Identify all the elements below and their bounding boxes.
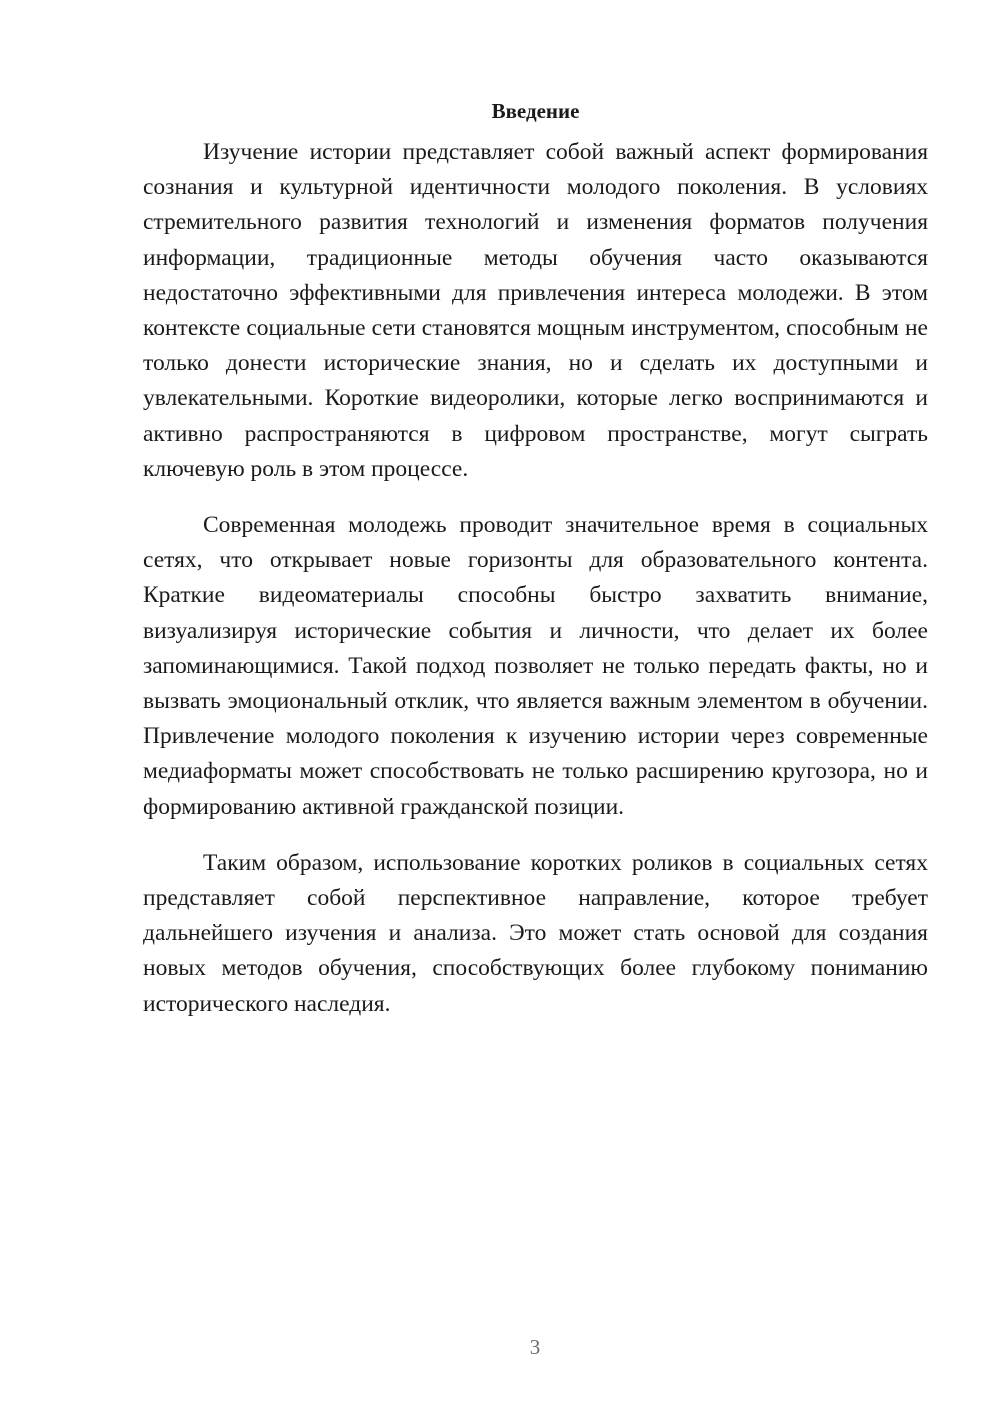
- section-title: Введение: [491, 99, 580, 123]
- page-content: [143, 93, 928, 1022]
- paragraph-conclusion: Таким образом, использование коротких роликов в социальных сетях представляет собой перспективное направление, которое требует дальнейшего изучения и анализа. Это может стать основой для создания новых методов обучения, способствующих более глубокому пониманию исторического наследия.: [143, 849, 928, 1017]
- paragraph-intro: Изучение истории представляет собой важный аспект формирования сознания и культурной идентичности молодого поколения. В условиях стремительного развития технологий и изменения форматов получения информации, традиционные методы обучения часто оказываются недостаточно эффективными для привлечения интереса молодежи. В этом контексте социальные сети становятся мощным инструментом, способным не только донести исторические знания, но и сделать их доступными и увлекательными. Короткие видеоролики, которые легко воспринимаются и активно распространяются в цифровом пространстве, могут сыграть ключевую роль в этом процессе.: [143, 139, 928, 482]
- page-number: 3: [529, 1335, 541, 1359]
- paragraph-youth-social-media: Современная молодежь проводит значительное время в социальных сетях, что открывает новые горизонты для образовательного контента. Краткие видеоматериалы способны быстро захватить внимание, визуализируя исторические события и личности, что делает их более запоминающимися. Такой подход позволяет не только передать факты, но и вызвать эмоциональный отклик, что является важным элементом в обучении. Привлечение молодого поколения к изучению истории через современные медиаформаты может способствовать не только расширению кругозора, но и формированию активной гражданской позиции.: [143, 512, 928, 820]
